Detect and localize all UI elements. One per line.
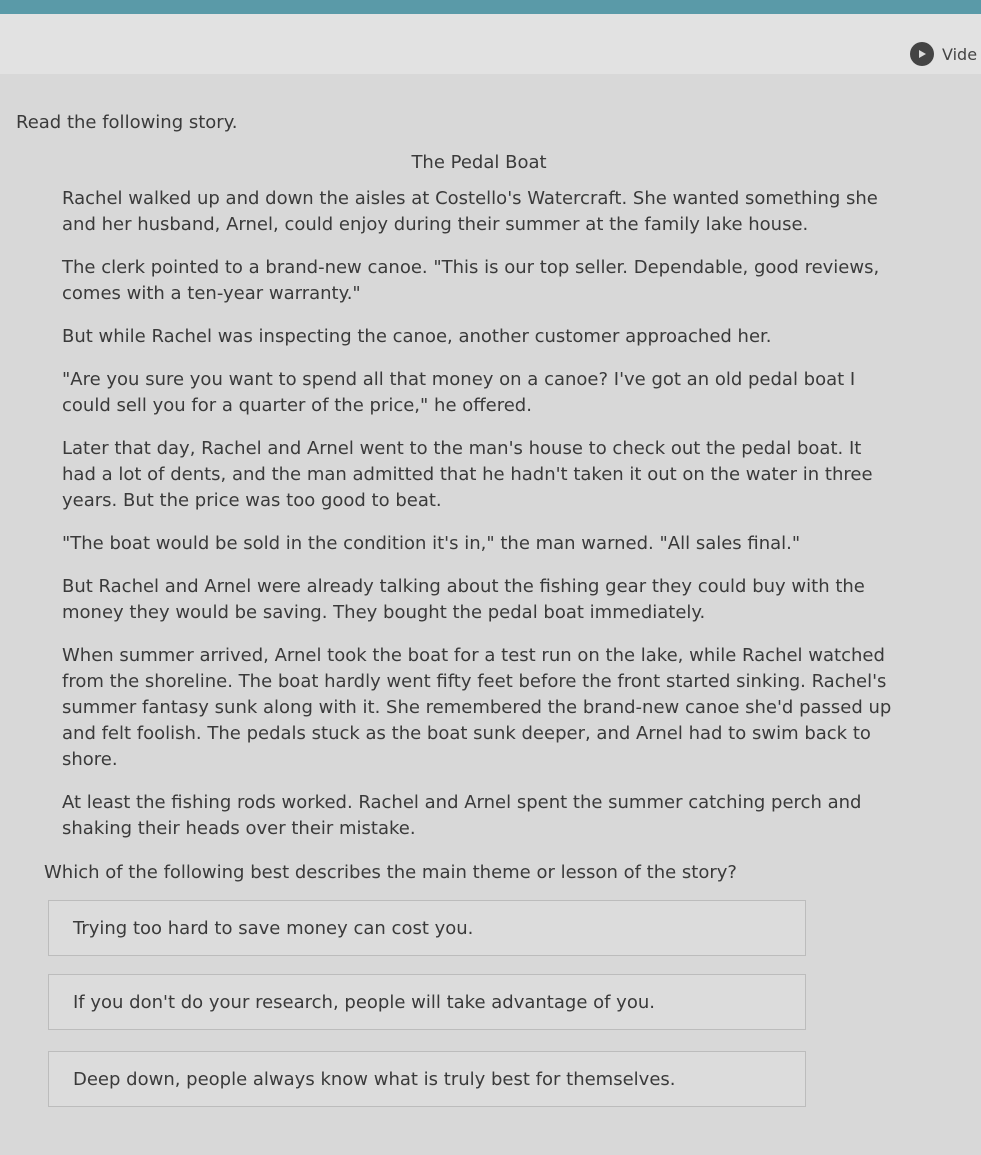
answer-option-label: Trying too hard to save money can cost you.	[73, 917, 474, 939]
story-paragraph: Rachel walked up and down the aisles at Costello's Watercraft. She wanted something she and her husband, Arnel, could enjoy during their summer at the family lake house.	[62, 188, 878, 235]
answer-option-label: If you don't do your research, people will take advantage of you.	[73, 991, 655, 1013]
play-icon	[910, 42, 934, 66]
story-paragraph: But while Rachel was inspecting the canoe, another customer approached her.	[62, 326, 772, 347]
answer-option-3[interactable]	[48, 1051, 806, 1107]
story-paragraph: But Rachel and Arnel were already talking about the fishing gear they could buy with the money they would be saving. They bought the pedal boat immediately.	[62, 576, 865, 623]
question-prompt: Which of the following best describes the main theme or lesson of the story?	[44, 862, 737, 883]
question-content	[0, 74, 981, 1155]
story-paragraph: Later that day, Rachel and Arnel went to the man's house to check out the pedal boat. It had a lot of dents, and the man admitted that he hadn't taken it out on the water in three years. But the price was too good to beat.	[62, 438, 873, 511]
instruction-text: Read the following story.	[16, 112, 238, 133]
video-label: Vide	[942, 44, 978, 64]
story-paragraph: The clerk pointed to a brand-new canoe. "This is our top seller. Dependable, good reviews, comes with a ten-year warranty."	[62, 257, 880, 304]
answer-option-2[interactable]	[48, 974, 806, 1030]
story-paragraph: When summer arrived, Arnel took the boat for a test run on the lake, while Rachel watched from the shoreline. The boat hardly went fifty feet before the front started sinking. Rachel's summer fantasy sunk along with it. She remembered the brand-new canoe she'd passed up and felt foolish. The pedals stuck as the boat sunk deeper, and Arnel had to swim back to shore.	[62, 645, 892, 770]
story-paragraph: At least the fishing rods worked. Rachel and Arnel spent the summer catching perch and shaking their heads over their mistake.	[62, 792, 862, 839]
video-button[interactable]	[910, 42, 977, 66]
story-title: The Pedal Boat	[411, 152, 547, 173]
answer-option-1[interactable]	[48, 900, 806, 956]
header-panel	[0, 14, 981, 74]
story-body	[62, 186, 897, 859]
answer-option-label: Deep down, people always know what is truly best for themselves.	[73, 1068, 676, 1090]
top-bar	[0, 0, 981, 14]
story-paragraph: "Are you sure you want to spend all that money on a canoe? I've got an old pedal boat I could sell you for a quarter of the price," he offered.	[62, 369, 856, 416]
story-paragraph: "The boat would be sold in the condition it's in," the man warned. "All sales final."	[62, 533, 801, 554]
